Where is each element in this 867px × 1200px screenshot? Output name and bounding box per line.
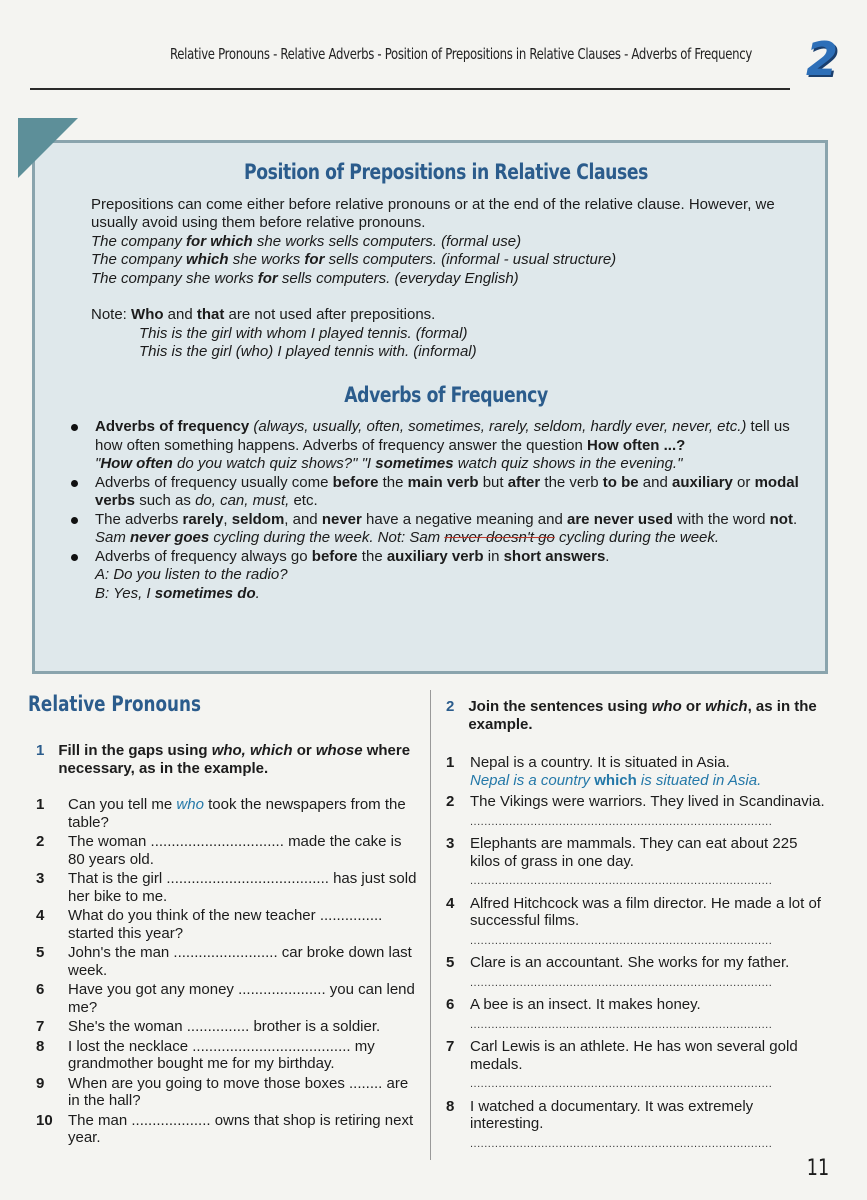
answer-line[interactable]: ..................................................................................... (470, 1137, 773, 1150)
rule-item: Adverbs of frequency usually come before the main verb but after the verb to be and auxiliary or modal verbs such as do, can, must, etc. (93, 474, 801, 511)
intro-text: Prepositions can come either before relative pronouns or at the end of the relative clause. However, we usually avoid using them before relative pronouns. (91, 195, 775, 231)
list-item: 2 The woman ................................ made the cake is 80 years old. (36, 833, 402, 868)
exercise-1-items (36, 796, 418, 1147)
rule-item: Adverbs of frequency always go before the auxiliary verb in short answers. A: Do you listen to the radio? B: Yes, I sometimes do. (93, 548, 801, 604)
list-item: 5 John's the man ......................... car broke down last week. (36, 944, 412, 979)
list-item: 4 What do you think of the new teacher ............... started this year? (36, 907, 383, 942)
list-item: 10 The man ................... owns that shop is retiring next year. (36, 1111, 414, 1146)
list-item: 9 When are you going to move those boxes ........ are in the hall? (36, 1074, 409, 1109)
answer-line[interactable]: ..................................................................................... (470, 815, 773, 828)
note-line: Note: Who and that are not used after prepositions. (91, 306, 436, 323)
left-column (28, 692, 418, 1149)
section-title-relative-pronouns: Relative Pronouns (28, 692, 201, 716)
grammar-box-content (91, 160, 801, 603)
example-informal: The company which she works for sells computers. (informal - usual structure) (91, 251, 617, 268)
answer-line[interactable]: ..................................................................................... (470, 934, 773, 947)
page-number: 11 (806, 1156, 830, 1181)
answer-line[interactable]: ..................................................................................... (470, 1018, 773, 1031)
list-item: 5 Clare is an accountant. She works for my father. ..................................................................................... (446, 954, 826, 992)
running-header-title: Relative Pronouns - Relative Adverbs - Position of Prepositions in Relative Clauses - Adverbs of Frequency (170, 45, 753, 63)
page-header (0, 0, 867, 92)
list-item: 8 I lost the necklace ...................................... my grandmother bought me for my birthday. (36, 1037, 375, 1072)
answer-line[interactable]: ..................................................................................... (470, 976, 773, 989)
rule-item: The adverbs rarely, seldom, and never have a negative meaning and are never used with the word not. Sam never goes cycling during the week. Not: Sam never doesn't go cycling during the week. (93, 511, 801, 548)
exercise-2-instructions: 2 Join the sentences using who or which, as in the example. (446, 698, 817, 733)
list-item: 7 Carl Lewis is an athlete. He has won several gold medals. ..................................................................................... (446, 1038, 826, 1094)
list-item: 4 Alfred Hitchcock was a film director. He made a lot of successful films. ..................................................................................... (446, 895, 826, 951)
adverbs-rules-list (91, 418, 801, 603)
answer-line[interactable]: ..................................................................................... (470, 875, 773, 887)
unit-number: 2 (806, 32, 839, 86)
list-item: 1 Can you tell me who took the newspapers from the table? (36, 796, 406, 831)
example-everyday: The company she works for sells computers. (everyday English) (91, 269, 519, 287)
exercise-2-items (446, 754, 826, 1153)
list-item: 7 She's the woman ............... brother is a soldier. (36, 1018, 381, 1035)
note-example-formal: This is the girl with whom I played tennis. (formal) (139, 324, 468, 342)
right-column (446, 692, 826, 1157)
answer-line[interactable]: ..................................................................................... (470, 1078, 773, 1090)
corner-flag (18, 118, 78, 178)
example-answer: who (176, 796, 204, 813)
column-divider (430, 690, 431, 1160)
list-item: 8 I watched a documentary. It was extremely interesting. ..................................................................................... (446, 1098, 826, 1154)
unit-badge (788, 30, 858, 88)
list-item: 3 That is the girl ....................................... has just sold her bike to me. (36, 870, 417, 905)
list-item: 3 Elephants are mammals. They can eat about 225 kilos of grass in one day. ..................................................................................... (446, 835, 826, 891)
list-item: 6 Have you got any money ..................... you can lend me? (36, 981, 415, 1016)
heading-prepositions: Position of Prepositions in Relative Clauses (244, 160, 648, 184)
header-rule (30, 88, 790, 90)
heading-adverbs: Adverbs of Frequency (344, 382, 548, 407)
list-item: 6 A bee is an insect. It makes honey. ..................................................................................... (446, 996, 826, 1034)
list-item: 1 Nepal is a country. It is situated in Asia. Nepal is a country which is situated in Asia. (446, 754, 826, 789)
grammar-box (32, 140, 828, 674)
exercise-1-instructions: 1 Fill in the gaps using who, which or whose where necessary, as in the example. (36, 742, 411, 777)
note-example-informal: This is the girl (who) I played tennis with. (informal) (139, 343, 477, 360)
list-item: 2 The Vikings were warriors. They lived in Scandinavia. ..................................................................................... (446, 793, 826, 831)
example-formal: The company for which she works sells computers. (formal use) (91, 232, 522, 250)
rule-item: Adverbs of frequency (always, usually, often, sometimes, rarely, seldom, hardly ever, never, etc.) tell us how often something happens. Adverbs of frequency answer the question How often ...? "How often do you watch quiz shows?" "I sometimes watch quiz shows in the evening." (93, 418, 801, 474)
example-answer: Nepal is a country which is situated in Asia. (470, 771, 762, 789)
